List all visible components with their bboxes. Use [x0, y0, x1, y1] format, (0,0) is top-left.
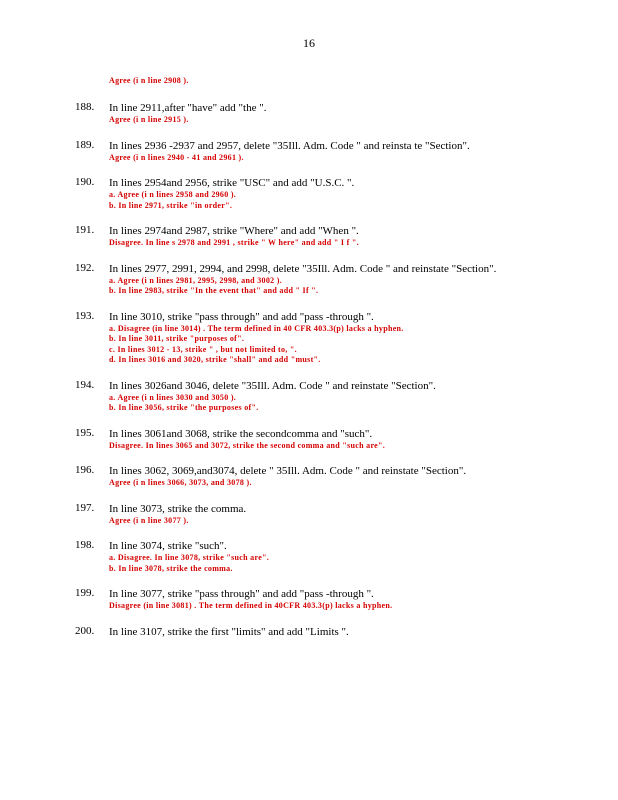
continuation-response: Agree (i n line 2908 ). [109, 76, 189, 85]
list-item [0, 224, 618, 249]
item-number: 200. [75, 624, 95, 637]
item-response: Disagree (in line 3081) . The term defined in 40CFR 403.3(p) lacks a hyphen. [109, 601, 393, 610]
item-number: 197. [75, 501, 95, 514]
item-response: Agree (i n lines 3066, 3073, and 3078 ). [109, 478, 252, 487]
item-number: 198. [75, 539, 95, 551]
item-instruction: In lines 3062, 3069,and3074, delete " 35Ill. Adm. Code " and reinstate "Section". [109, 465, 467, 477]
list-item [0, 539, 618, 574]
item-number: 191. [75, 224, 95, 236]
page-number: 16 [303, 36, 315, 50]
list-item [0, 101, 618, 126]
list-item [0, 310, 618, 366]
item-instruction: In lines 2936 -2937 and 2957, delete "35Ill. Adm. Code " and reinsta te "Section". [109, 139, 470, 152]
item-instruction: In lines 3026and 3046, delete "35Ill. Adm. Code " and reinstate "Section". [109, 379, 436, 392]
item-response: Disagree. In line s 2978 and 2991 , strike " W here" and add " I f ". [109, 238, 359, 247]
list-item [0, 427, 618, 452]
list-item [0, 139, 618, 164]
list-item [0, 379, 618, 414]
item-response: Agree (i n line 3077 ). [109, 515, 189, 525]
item-response: d. In lines 3016 and 3020, strike "shall" and add "must". [109, 355, 321, 364]
item-number: 188. [75, 101, 95, 113]
item-instruction: In line 2911,after "have" add "the ". [109, 102, 267, 114]
item-instruction: In lines 2954and 2956, strike "USC" and add "U.S.C. ". [109, 177, 355, 189]
item-instruction: In line 3107, strike the first "limits" and add "Limits ". [109, 625, 349, 638]
item-instruction: In lines 2974and 2987, strike "Where" and add "When ". [109, 225, 359, 237]
list-item [0, 502, 618, 527]
item-response: b. In line 2971, strike "in order". [109, 200, 233, 210]
item-number: 192. [75, 261, 95, 274]
item-number: 190. [75, 176, 95, 188]
item-response: Agree (i n line 2915 ). [109, 115, 189, 124]
item-number: 193. [75, 309, 95, 322]
item-response: a. Agree (i n lines 3030 and 3050 ). [109, 392, 237, 402]
list-item [0, 587, 618, 612]
item-instruction: In line 3010, strike "pass through" and add "pass -through ". [109, 310, 374, 323]
item-response: b. In line 3011, strike "purposes of". [109, 334, 245, 343]
item-response: c. In lines 3012 - 13, strike " , but not limited to, ". [109, 344, 297, 354]
item-number: 194. [75, 378, 95, 391]
item-instruction: In lines 2977, 2991, 2994, and 2998, delete "35Ill. Adm. Code " and reinstate "Section". [109, 262, 497, 275]
list-item [0, 262, 618, 297]
item-response: a. Disagree (in line 3014) . The term defined in 40 CFR 403.3(p) lacks a hyphen. [109, 323, 404, 333]
item-response: Agree (i n lines 2940 - 41 and 2961 ). [109, 152, 244, 162]
item-number: 199. [75, 587, 95, 599]
item-instruction: In line 3073, strike the comma. [109, 502, 247, 515]
item-response: a. Disagree. In line 3078, strike "such are". [109, 553, 270, 562]
item-number: 196. [75, 464, 95, 476]
list-item [0, 625, 618, 639]
item-instruction: In line 3077, strike "pass through" and add "pass -through ". [109, 588, 374, 600]
item-response: Disagree. In lines 3065 and 3072, strike the second comma and "such are". [109, 440, 386, 450]
list-item [0, 176, 618, 211]
item-response: b. In line 3056, strike "the purposes of". [109, 403, 259, 412]
item-instruction: In lines 3061and 3068, strike the secondcomma and "such". [109, 427, 373, 440]
comment-list [0, 101, 618, 652]
item-response: a. Agree (i n lines 2958 and 2960 ). [109, 190, 237, 199]
item-response: b. In line 3078, strike the comma. [109, 563, 233, 573]
item-number: 195. [75, 426, 95, 439]
item-instruction: In line 3074, strike "such". [109, 540, 227, 552]
list-item [0, 464, 618, 489]
item-response: b. In line 2983, strike "In the event that" and add " If ". [109, 286, 319, 295]
item-number: 189. [75, 138, 95, 151]
item-response: a. Agree (i n lines 2981, 2995, 2998, and 3002 ). [109, 275, 283, 285]
